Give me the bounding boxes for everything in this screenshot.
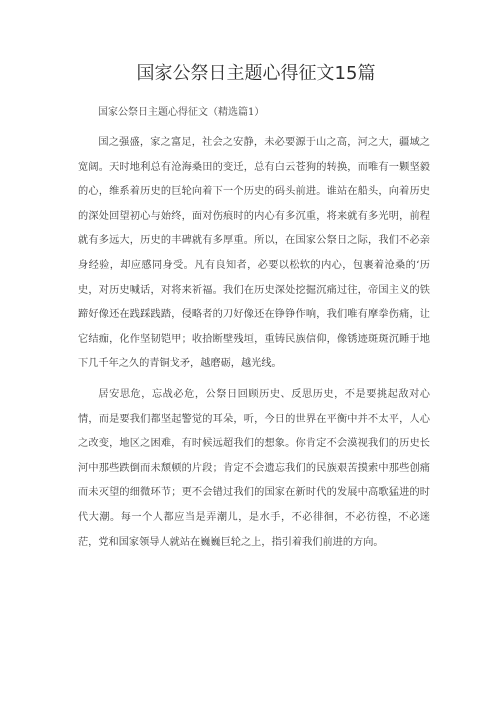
body-paragraph-1: 国之强盛，家之富足，社会之安静，未必要源于山之高，河之大，疆域之宽阔。天时地利总有沧海桑田的变迁，总有白云苍狗的转换，而唯有一颗坚毅的心，维系着历史的巨轮向着下一个历史的码头前进。谁站在船头，向着历史的深处回望初心与始终，面对伤痕时的内心有多沉重，将来就有多光明，前程就有多远大，历史的丰碑就有多厚重。所以，在国家公祭日之际，我们不必亲身经验，却应感同身受。凡有良知者，必要以松软的内心，包裹着沧桑的‘历史，对历史喊话，对将来祈福。我们在历史深处挖掘沉痛过往，帝国主义的铁蹄好像还在践踩践踏，侵略者的刀好像还在铮铮作响，我们唯有摩拳伤痛，让它结痂，化作坚韧铠甲；收拾断壁残垣，重铸民族信仰，像锈迹斑斑沉睡于地下几千年之久的青铜戈矛，越磨砺，越光线。 [78,137,430,370]
document-title: 国家公祭日主题心得征文15篇 [136,63,376,84]
body-paragraph-2: 居安思危，忘战必危，公祭日回顾历史、反思历史，不是要挑起敌对心情，而是要我们都坚起警觉的耳朵，听，今日的世界在平衡中并不太平，人心之改变，地区之困难，有时候远超我们的想象。你肯定不会漠视我们的历史长河中那些跌倒而未颓顿的片段；肯定不会遗忘我们的民族艰苦摸索中那些创痛而未灭望的细微环节；更不会错过我们的国家在新时代的发展中高歌猛进的时代大潮。每一个人都应当是弄潮儿，是水手，不必徘徊，不必彷徨，不必迷茫，党和国家领导人就站在巍巍巨轮之上，指引着我们前进的方向。 [78,388,430,548]
section-heading: 国家公祭日主题心得征文（精选篇1） [98,107,265,118]
